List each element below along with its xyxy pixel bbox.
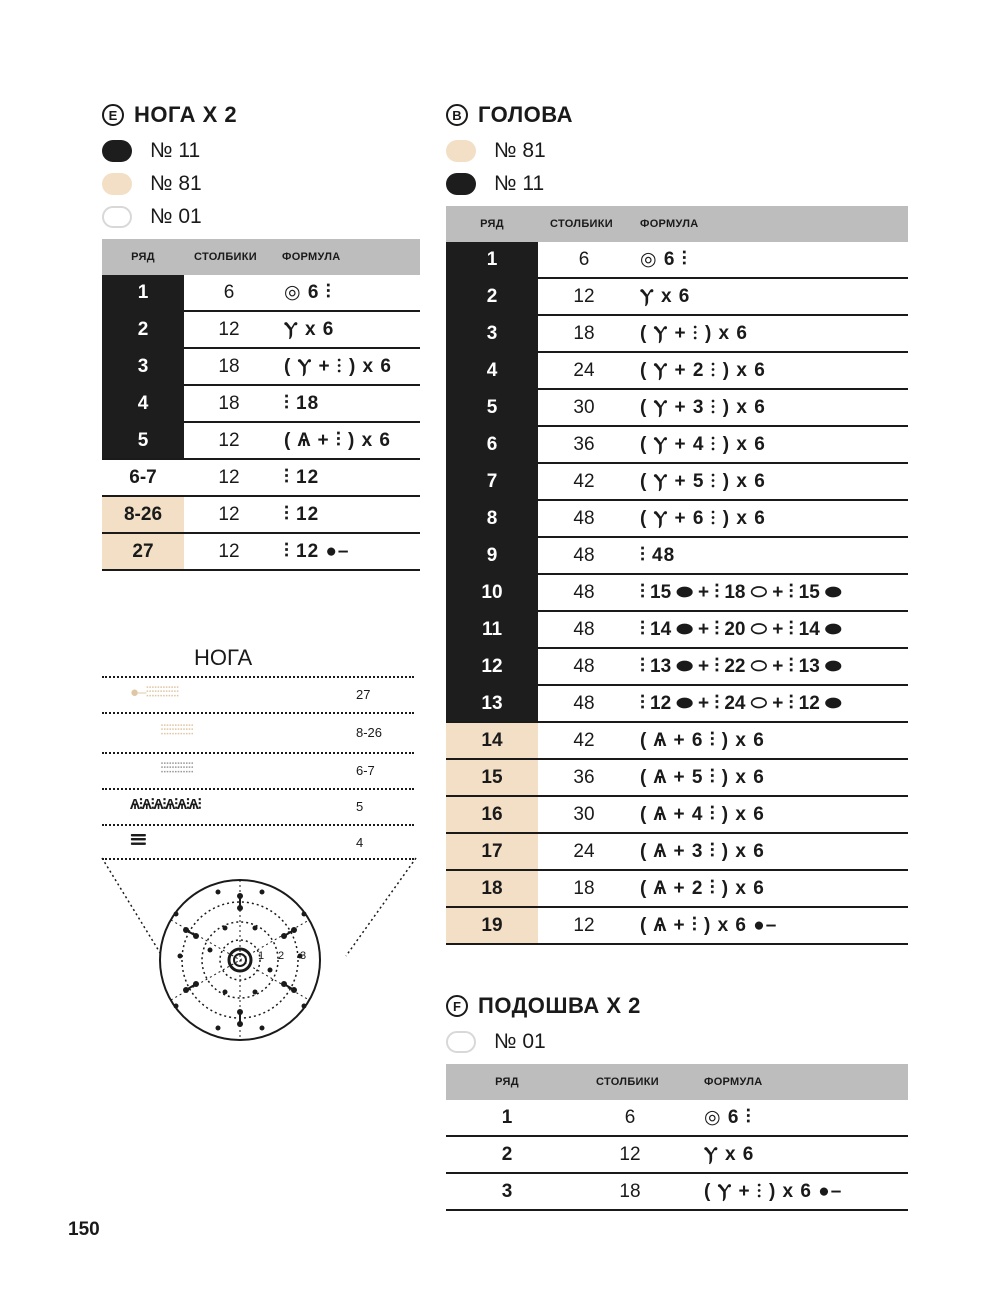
stitch-count: 18 — [538, 870, 630, 907]
row-number: 15 — [446, 759, 538, 796]
formula: ( Ⲩ + 4 ⫶ ) x 6 — [630, 426, 908, 463]
stitch-count: 6 — [568, 1100, 692, 1136]
stitch-count: 24 — [538, 352, 630, 389]
stitch-count: 12 — [184, 459, 274, 496]
table-row — [446, 242, 908, 278]
formula: Ⲩ x 6 — [630, 278, 908, 315]
formula: ( Ⲩ + ⫶ ) x 6 ●– — [692, 1173, 908, 1210]
stitch-count: 30 — [538, 389, 630, 426]
formula: ◎ 6 ⫶ — [630, 242, 908, 278]
diagram-row-number: 4 — [356, 835, 364, 850]
formula: ( Ѧ + 3 ⫶ ) x 6 — [630, 833, 908, 870]
row-number: 17 — [446, 833, 538, 870]
stitch-count: 42 — [538, 463, 630, 500]
header-formula: ФОРМУЛА — [692, 1064, 908, 1100]
stitch-count: 6 — [538, 242, 630, 278]
ring-label: 1 — [258, 950, 265, 962]
row-number: 9 — [446, 537, 538, 574]
formula: ( Ⲩ + 6 ⫶ ) x 6 — [630, 500, 908, 537]
yarn-swatch — [102, 140, 132, 162]
row-divider — [102, 788, 414, 790]
head-title: ГОЛОВА — [478, 102, 573, 127]
ring-label: 2 — [278, 950, 285, 962]
formula: ⫶ 12 — [274, 496, 420, 533]
stitch-count: 42 — [538, 722, 630, 759]
row-number: 14 — [446, 722, 538, 759]
head-section — [446, 98, 908, 945]
row-number: 2 — [446, 1136, 568, 1173]
header-stitches: СТОЛБИКИ — [568, 1064, 692, 1100]
table-row — [102, 422, 420, 459]
row-divider — [102, 676, 414, 678]
stitch-count: 36 — [538, 426, 630, 463]
ring-label: 3 — [300, 950, 307, 962]
row-number: 5 — [102, 422, 184, 459]
formula: ( Ⲩ + 5 ⫶ ) x 6 — [630, 463, 908, 500]
header-stitches: СТОЛБИКИ — [538, 206, 630, 242]
row-number: 4 — [102, 385, 184, 422]
diagram-row — [160, 722, 365, 739]
yarn-swatch — [102, 206, 132, 228]
yarn-label: № 11 — [150, 138, 201, 162]
stitch-count: 48 — [538, 537, 630, 574]
sole-header — [446, 989, 908, 1023]
formula: ( Ѧ + 2 ⫶ ) x 6 — [630, 870, 908, 907]
formula: ( Ⲩ + ⫶ ) x 6 — [274, 348, 420, 385]
table-row — [446, 574, 908, 611]
stitch-count: 12 — [184, 496, 274, 533]
table-row — [446, 315, 908, 352]
row-number: 8 — [446, 500, 538, 537]
yarn-swatch — [102, 173, 132, 195]
sole-table — [446, 1064, 908, 1211]
yarn-label: № 01 — [150, 204, 202, 228]
formula: ⫶ 12 — [274, 459, 420, 496]
row-number: 11 — [446, 611, 538, 648]
formula: ⫶ 12 ⬬ + ⫶ 24 ⬭ + ⫶ 12 ⬬ — [630, 685, 908, 722]
row-number: 6 — [446, 426, 538, 463]
table-row — [446, 648, 908, 685]
yarn-swatch — [446, 140, 476, 162]
table-row — [102, 496, 420, 533]
stitch-count: 12 — [538, 278, 630, 315]
page-number: 150 — [68, 1219, 100, 1240]
diagram-row — [130, 684, 335, 701]
stitch-symbols: ●–⫶⫶⫶⫶⫶⫶⫶⫶⫶⫶⫶⫶ — [130, 684, 179, 701]
table-row — [446, 1100, 908, 1136]
table-row — [446, 537, 908, 574]
legend-item — [446, 134, 908, 167]
row-divider — [102, 712, 414, 714]
stitch-count: 18 — [568, 1173, 692, 1210]
formula: ⫶ 13 ⬬ + ⫶ 22 ⬭ + ⫶ 13 ⬬ — [630, 648, 908, 685]
row-number: 19 — [446, 907, 538, 944]
leg-section — [102, 98, 420, 571]
yarn-label: № 01 — [494, 1029, 546, 1053]
table-row — [102, 311, 420, 348]
stitch-count: 18 — [538, 315, 630, 352]
head-badge: B — [446, 104, 468, 126]
header-row: РЯД — [102, 239, 184, 275]
table-row — [446, 796, 908, 833]
table-row — [446, 463, 908, 500]
formula: ⫶ 48 — [630, 537, 908, 574]
table-row — [446, 722, 908, 759]
table-row — [446, 278, 908, 315]
stitch-count: 48 — [538, 574, 630, 611]
formula: ◎ 6 ⫶ — [274, 275, 420, 311]
row-number: 6-7 — [102, 459, 184, 496]
leg-title: НОГА X 2 — [134, 102, 238, 127]
round-diagram — [100, 856, 420, 1056]
diagram-row-number: 6-7 — [356, 763, 375, 778]
sole-title: ПОДОШВА X 2 — [478, 993, 641, 1018]
stitch-count: 12 — [184, 533, 274, 570]
row-number: 2 — [102, 311, 184, 348]
stitch-symbols: Ѧ⫶Ѧ⫶Ѧ⫶Ѧ⫶Ѧ⫶Ѧ⫶ — [130, 796, 201, 813]
stitch-count: 6 — [184, 275, 274, 311]
row-number: 3 — [446, 1173, 568, 1210]
table-row — [446, 389, 908, 426]
table-header-row — [446, 206, 908, 242]
row-number: 1 — [446, 1100, 568, 1136]
stitch-count: 48 — [538, 611, 630, 648]
header-stitches: СТОЛБИКИ — [184, 239, 274, 275]
formula: ( Ѧ + 4 ⫶ ) x 6 — [630, 796, 908, 833]
table-row — [446, 1136, 908, 1173]
table-row — [446, 1173, 908, 1210]
diagram-row-number: 27 — [356, 687, 371, 702]
stitch-count: 24 — [538, 833, 630, 870]
row-number: 12 — [446, 648, 538, 685]
formula: ⫶ 12 ●– — [274, 533, 420, 570]
leg-legend — [102, 134, 420, 233]
formula: Ⲩ x 6 — [274, 311, 420, 348]
stitch-count: 48 — [538, 648, 630, 685]
formula: ⫶ 18 — [274, 385, 420, 422]
legend-item — [102, 200, 420, 233]
legend-item — [102, 167, 420, 200]
stitch-symbols: ⫶⫶⫶⫶⫶⫶⫶⫶⫶⫶⫶⫶ — [160, 760, 194, 777]
row-divider — [102, 824, 414, 826]
yarn-label: № 81 — [494, 138, 546, 162]
stitch-symbols: ⫶⫶⫶⫶⫶⫶⫶⫶⫶⫶⫶⫶ — [160, 722, 194, 739]
formula: ( Ѧ + 6 ⫶ ) x 6 — [630, 722, 908, 759]
row-number: 2 — [446, 278, 538, 315]
row-number: 5 — [446, 389, 538, 426]
yarn-swatch — [446, 1031, 476, 1053]
header-row: РЯД — [446, 1064, 568, 1100]
legend-item — [446, 167, 908, 200]
yarn-label: № 11 — [494, 171, 545, 195]
diagram-row — [130, 832, 335, 849]
row-number: 1 — [446, 242, 538, 278]
table-row — [102, 348, 420, 385]
row-number: 7 — [446, 463, 538, 500]
row-number: 8-26 — [102, 496, 184, 533]
row-number: 10 — [446, 574, 538, 611]
diagram-row — [130, 796, 335, 813]
formula: ⫶ 15 ⬬ + ⫶ 18 ⬭ + ⫶ 15 ⬬ — [630, 574, 908, 611]
formula: ( Ѧ + 5 ⫶ ) x 6 — [630, 759, 908, 796]
stitch-count: 48 — [538, 685, 630, 722]
table-header-row — [446, 1064, 908, 1100]
formula: ( Ѧ + ⫶ ) x 6 ●– — [630, 907, 908, 944]
table-row — [102, 533, 420, 570]
header-formula: ФОРМУЛА — [274, 239, 420, 275]
formula: ( Ⲩ + 3 ⫶ ) x 6 — [630, 389, 908, 426]
table-row — [102, 385, 420, 422]
diagram-row-number: 8-26 — [356, 725, 383, 740]
stitch-count: 30 — [538, 796, 630, 833]
row-number: 18 — [446, 870, 538, 907]
table-row — [446, 500, 908, 537]
leg-table — [102, 239, 420, 571]
table-row — [446, 611, 908, 648]
stitch-count: 12 — [538, 907, 630, 944]
sole-section — [446, 989, 908, 1211]
table-row — [102, 275, 420, 311]
formula: ( Ⲩ + 2 ⫶ ) x 6 — [630, 352, 908, 389]
table-row — [446, 907, 908, 944]
diagram-row — [160, 760, 365, 777]
row-number: 4 — [446, 352, 538, 389]
stitch-count: 12 — [184, 311, 274, 348]
leg-header — [102, 98, 420, 132]
table-row — [446, 685, 908, 722]
row-number: 3 — [446, 315, 538, 352]
stitch-count: 12 — [568, 1136, 692, 1173]
header-row: РЯД — [446, 206, 538, 242]
stitch-count: 12 — [184, 422, 274, 459]
row-number: 16 — [446, 796, 538, 833]
yarn-label: № 81 — [150, 171, 202, 195]
stitch-count: 18 — [184, 348, 274, 385]
legend-item — [446, 1025, 908, 1058]
diagram-title: НОГА — [194, 645, 253, 670]
legend-item — [102, 134, 420, 167]
stitch-count: 48 — [538, 500, 630, 537]
table-row — [446, 352, 908, 389]
table-header-row — [102, 239, 420, 275]
sole-legend — [446, 1025, 908, 1058]
table-row — [446, 833, 908, 870]
leg-badge: E — [102, 104, 124, 126]
diagram-row-number: 5 — [356, 799, 364, 814]
table-row — [446, 759, 908, 796]
formula: ◎ 6 ⫶ — [692, 1100, 908, 1136]
head-header — [446, 98, 908, 132]
table-row — [446, 870, 908, 907]
head-table — [446, 206, 908, 945]
row-number: 27 — [102, 533, 184, 570]
row-number: 1 — [102, 275, 184, 311]
head-legend — [446, 134, 908, 200]
row-number: 13 — [446, 685, 538, 722]
stitch-count: 18 — [184, 385, 274, 422]
table-row — [102, 459, 420, 496]
formula: ( Ѧ + ⫶ ) x 6 — [274, 422, 420, 459]
sole-badge: F — [446, 995, 468, 1017]
formula: ⫶ 14 ⬬ + ⫶ 20 ⬭ + ⫶ 14 ⬬ — [630, 611, 908, 648]
yarn-swatch — [446, 173, 476, 195]
table-row — [446, 426, 908, 463]
header-formula: ФОРМУЛА — [630, 206, 908, 242]
formula: Ⲩ x 6 — [692, 1136, 908, 1173]
formula: ( Ⲩ + ⫶ ) x 6 — [630, 315, 908, 352]
row-number: 3 — [102, 348, 184, 385]
row-divider — [102, 752, 414, 754]
stitch-count: 36 — [538, 759, 630, 796]
stitch-symbols: ⫶⫶⫶⫶⫶⫶⫶⫶⫶⫶⫶⫶⫶⫶⫶⫶⫶⫶ — [130, 832, 144, 849]
